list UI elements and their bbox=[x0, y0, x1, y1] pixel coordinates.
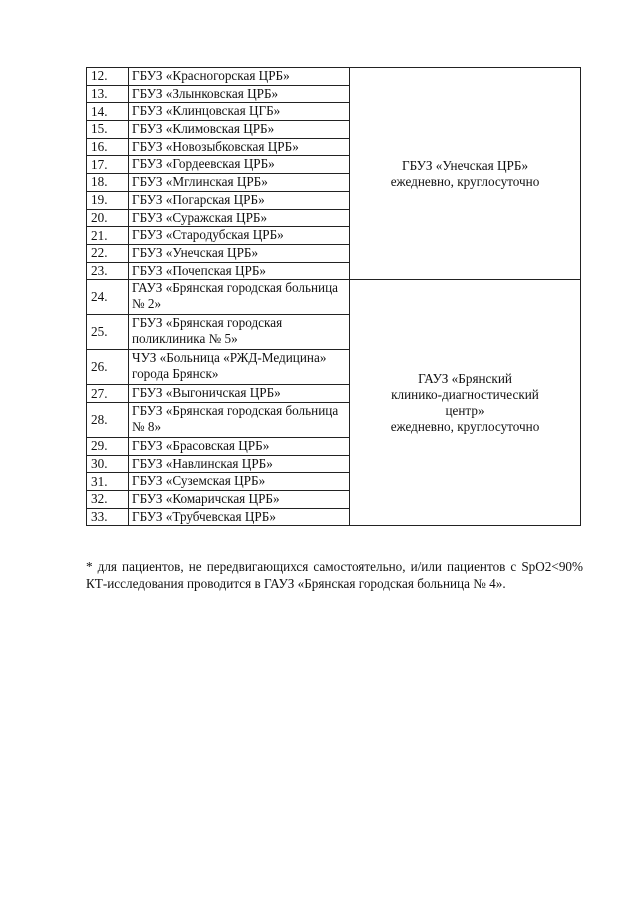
table-row bbox=[87, 68, 581, 86]
institution-name: ГБУЗ «Клинцовская ЦГБ» bbox=[129, 103, 350, 121]
row-number: 29. bbox=[87, 437, 129, 455]
institution-name: ГБУЗ «Комаричская ЦРБ» bbox=[129, 491, 350, 509]
center-name: ГБУЗ «Унечская ЦРБ» bbox=[401, 157, 529, 173]
row-number: 22. bbox=[87, 244, 129, 262]
institution-name: ГБУЗ «Выгоничская ЦРБ» bbox=[129, 385, 350, 403]
institution-name: ГБУЗ «Гордеевская ЦРБ» bbox=[129, 156, 350, 174]
row-number: 24. bbox=[87, 280, 129, 315]
center-schedule: ежедневно, круглосуточно bbox=[390, 418, 540, 434]
row-number: 28. bbox=[87, 402, 129, 437]
row-number: 20. bbox=[87, 209, 129, 227]
center-schedule: ежедневно, круглосуточно bbox=[390, 173, 540, 189]
institution-name: ГБУЗ «Почепская ЦРБ» bbox=[129, 262, 350, 280]
row-number: 13. bbox=[87, 85, 129, 103]
institution-name: ГБУЗ «Суземская ЦРБ» bbox=[129, 473, 350, 491]
service-center-unecha bbox=[350, 68, 581, 280]
row-number: 32. bbox=[87, 491, 129, 509]
institution-name: ГБУЗ «Суражская ЦРБ» bbox=[129, 209, 350, 227]
institution-name: ГБУЗ «Брянская городская поликлиника № 5» bbox=[129, 315, 350, 350]
institution-name: ГБУЗ «Новозыбковская ЦРБ» bbox=[129, 138, 350, 156]
row-number: 19. bbox=[87, 191, 129, 209]
institution-name: ГБУЗ «Стародубская ЦРБ» bbox=[129, 227, 350, 245]
row-number: 25. bbox=[87, 315, 129, 350]
institution-name: ГБУЗ «Красногорская ЦРБ» bbox=[129, 68, 350, 86]
center-name-line2: клинико-диагностический bbox=[391, 386, 539, 402]
row-number: 33. bbox=[87, 508, 129, 526]
row-number: 30. bbox=[87, 455, 129, 473]
row-number: 14. bbox=[87, 103, 129, 121]
hospital-schedule-table bbox=[86, 67, 581, 526]
row-number: 27. bbox=[87, 385, 129, 403]
row-number: 12. bbox=[87, 68, 129, 86]
institution-name: ГБУЗ «Трубчевская ЦРБ» bbox=[129, 508, 350, 526]
row-number: 21. bbox=[87, 227, 129, 245]
institution-name: ГБУЗ «Злынковская ЦРБ» bbox=[129, 85, 350, 103]
institution-name: ГБУЗ «Навлинская ЦРБ» bbox=[129, 455, 350, 473]
row-number: 15. bbox=[87, 121, 129, 139]
service-center-bryansk-kdc bbox=[350, 280, 581, 526]
center-name-line1: ГАУЗ «Брянский bbox=[418, 370, 512, 386]
footnote: * для пациентов, не передвигающихся самостоятельно, и/или пациентов с SpO2<90% КТ-исследования проводится в ГАУЗ «Брянская городская больница № 4». bbox=[86, 559, 583, 592]
institution-name: ГБУЗ «Унечская ЦРБ» bbox=[129, 244, 350, 262]
institution-name: ГБУЗ «Климовская ЦРБ» bbox=[129, 121, 350, 139]
institution-name: ЧУЗ «Больница «РЖД-Медицина» города Брянск» bbox=[129, 350, 350, 385]
table-row bbox=[87, 280, 581, 315]
center-name-line3: центр» bbox=[445, 402, 485, 418]
row-number: 16. bbox=[87, 138, 129, 156]
institution-name: ГБУЗ «Мглинская ЦРБ» bbox=[129, 174, 350, 192]
row-number: 18. bbox=[87, 174, 129, 192]
row-number: 26. bbox=[87, 350, 129, 385]
institution-name: ГБУЗ «Брянская городская больница № 8» bbox=[129, 402, 350, 437]
row-number: 31. bbox=[87, 473, 129, 491]
institution-name: ГАУЗ «Брянская городская больница № 2» bbox=[129, 280, 350, 315]
institution-name: ГБУЗ «Брасовская ЦРБ» bbox=[129, 437, 350, 455]
institution-name: ГБУЗ «Погарская ЦРБ» bbox=[129, 191, 350, 209]
row-number: 17. bbox=[87, 156, 129, 174]
row-number: 23. bbox=[87, 262, 129, 280]
